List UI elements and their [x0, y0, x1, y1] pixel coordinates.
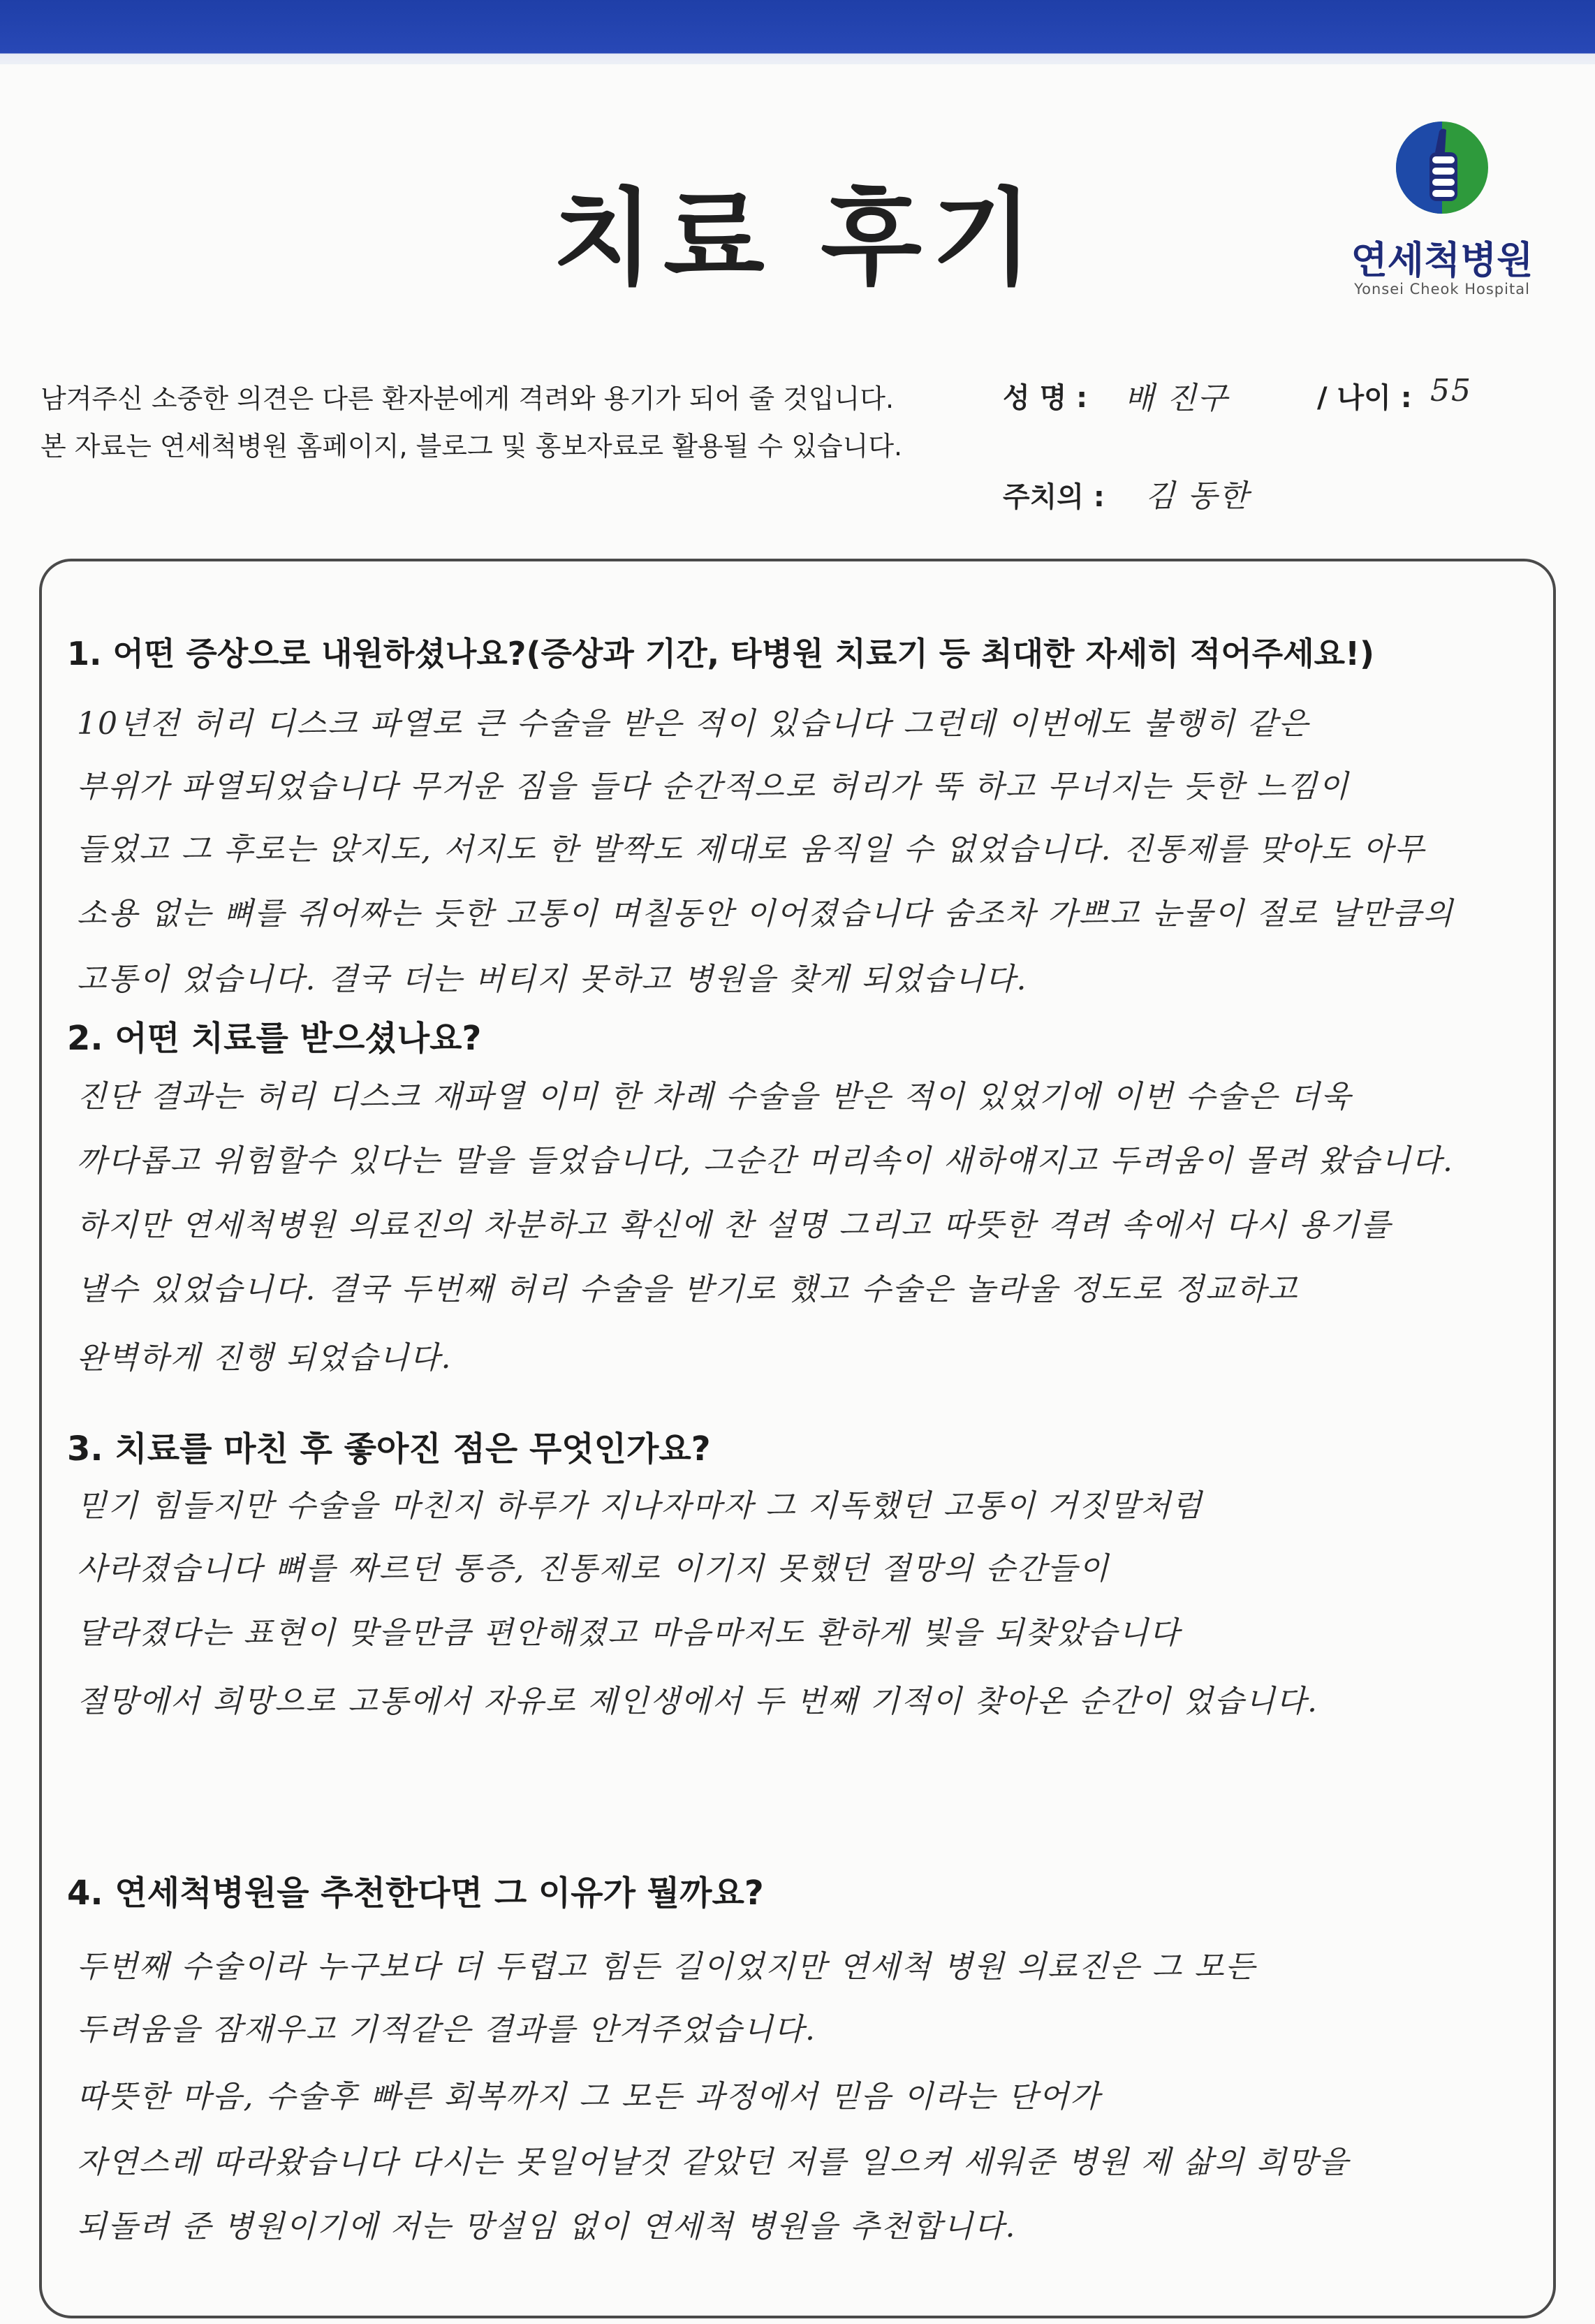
answer-3-line: 사라졌습니다 뼈를 짜르던 통증, 진통제로 이기지 못했던 절망의 순간들이 — [77, 1551, 1110, 1587]
answer-4-line: 자연스레 따라왔습니다 다시는 못일어날것 같았던 저를 일으켜 세워준 병원 제 삶의 희망을 — [77, 2145, 1350, 2180]
question-3-title: 3. 치료를 마친 후 좋아진 점은 무엇인가요? — [67, 1429, 711, 1469]
answer-3-line: 달라졌다는 표현이 맞을만큼 편안해졌고 마음마저도 환하게 빛을 되찾았습니다 — [77, 1615, 1181, 1651]
answer-4-line: 따뜻한 마음, 수술후 빠른 회복까지 그 모든 과정에서 믿음 이라는 단어가 — [77, 2079, 1101, 2115]
question-4-title: 4. 연세척병원을 추천한다면 그 이유가 뭘까요? — [67, 1874, 764, 1913]
answer-4-line: 두번째 수술이라 누구보다 더 두렵고 힘든 길이었지만 연세척 병원 의료진은 그 모든 — [77, 1949, 1256, 1985]
page-title: 치료 후기 — [552, 178, 1043, 300]
header-band-gap — [0, 64, 1595, 96]
answer-3-line: 믿기 힘들지만 수술을 마친지 하루가 지나자마자 그 지독했던 고통이 거짓말처럼 — [77, 1488, 1203, 1524]
thumbs-up-icon — [1393, 119, 1491, 216]
age-label: / 나이 : — [1317, 382, 1412, 414]
answer-2-line: 낼수 있었습니다. 결국 두번째 허리 수술을 받기로 했고 수술은 놀라울 정도로 정교하고 — [77, 1272, 1299, 1307]
logo-name: 연세척병원 — [1351, 238, 1534, 282]
answer-1-line: 소용 없는 뼈를 쥐어짜는 듯한 고통이 며칠동안 이어졌습니다 숨조차 가쁘고 눈물이 절로 날만큼의 — [77, 896, 1454, 932]
answer-2-line: 까다롭고 위험할수 있다는 말을 들었습니다, 그순간 머리속이 새하얘지고 두려움이 몰려 왔습니다. — [77, 1143, 1454, 1179]
answer-2-line: 완벽하게 진행 되었습니다. — [77, 1340, 453, 1376]
hospital-logo — [1337, 119, 1547, 307]
answer-3-line: 절망에서 희망으로 고통에서 자유로 제인생에서 두 번째 기적이 찾아온 순간이 었습니다. — [77, 1684, 1318, 1719]
answer-1-line: 고통이 었습니다. 결국 더는 버티지 못하고 병원을 찾게 되었습니다. — [77, 962, 1028, 997]
doctor-label: 주치의 : — [1003, 481, 1105, 513]
answer-1-line: 10년전 허리 디스크 파열로 큰 수술을 받은 적이 있습니다 그런데 이번에도 불행히 같은 — [77, 706, 1309, 742]
answer-1-line: 부위가 파열되었습니다 무거운 짐을 들다 순간적으로 허리가 뚝 하고 무너지는 듯한 느낌이 — [77, 769, 1350, 804]
notice-line-2: 본 자료는 연세척병원 홈페이지, 블로그 및 홍보자료로 활용될 수 있습니다. — [41, 431, 903, 462]
doctor-value: 김 동한 — [1145, 478, 1250, 514]
answer-4-line: 두려움을 잠재우고 기적같은 결과를 안겨주었습니다. — [77, 2012, 817, 2047]
answer-4-line: 되돌려 준 병원이기에 저는 망설임 없이 연세척 병원을 추천합니다. — [77, 2209, 1017, 2244]
answer-2-line: 하지만 연세척병원 의료진의 차분하고 확신에 찬 설명 그리고 따뜻한 격려 속에서 다시 용기를 — [77, 1207, 1392, 1243]
name-value: 배 진구 — [1124, 381, 1229, 416]
name-label: 성 명 : — [1003, 382, 1088, 414]
age-value: 55 — [1430, 373, 1472, 409]
question-1-title: 1. 어떤 증상으로 내원하셨나요?(증상과 기간, 타병원 치료기 등 최대한 자세히 적어주세요!) — [67, 635, 1375, 672]
answer-1-line: 들었고 그 후로는 앉지도, 서지도 한 발짝도 제대로 움직일 수 없었습니다. 진통제를 맞아도 아무 — [77, 832, 1425, 867]
answer-2-line: 진단 결과는 허리 디스크 재파열 이미 한 차례 수술을 받은 적이 있었기에 이번 수술은 더욱 — [77, 1079, 1352, 1115]
question-2-title: 2. 어떤 치료를 받으셨나요? — [67, 1019, 482, 1058]
notice-line-1: 남겨주신 소중한 의견은 다른 환자분에게 격려와 용기가 되어 줄 것입니다. — [41, 383, 895, 414]
logo-english-name: Yonsei Cheok Hospital — [1354, 281, 1530, 297]
